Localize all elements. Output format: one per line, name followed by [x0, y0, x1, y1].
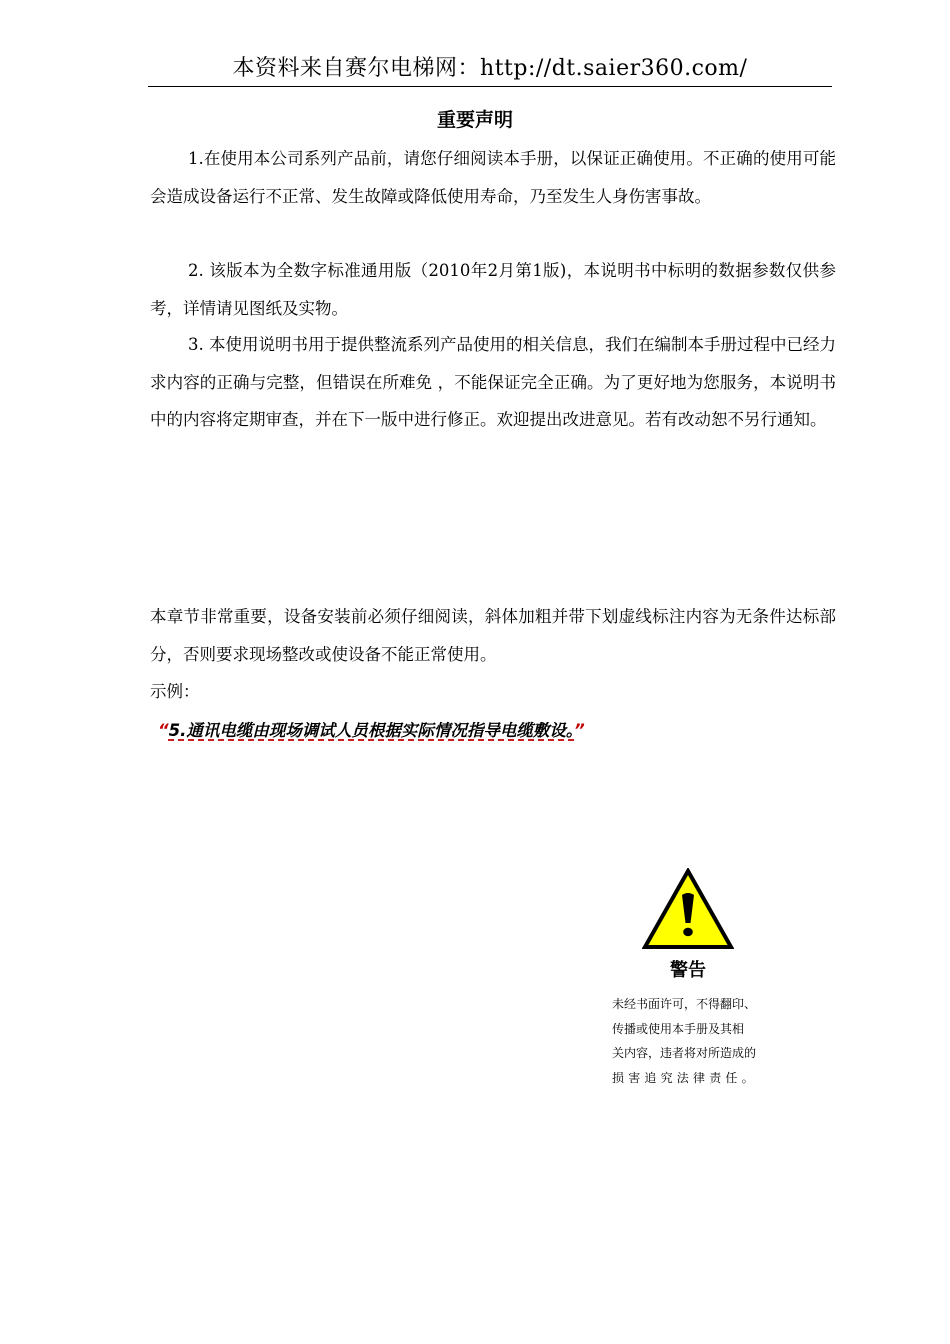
statement-paragraph-2: 2. 该版本为全数字标准通用版（2010年2月第1版)，本说明书中标明的数据参数仅供参考，详情请见图纸及实物。: [150, 261, 836, 318]
statement-paragraph-1: 1.在使用本公司系列产品前，请您仔细阅读本手册，以保证正确使用。不正确的使用可能会造成设备运行不正常、发生故障或降低使用寿命，乃至发生人身伤害事故。: [150, 149, 836, 206]
warning-line: 传播或使用本手册及其相: [612, 1021, 745, 1036]
warning-line: 未经书面许可，不得翻印、: [612, 997, 757, 1011]
source-header: [148, 52, 832, 87]
page-title: 重要声明: [436, 109, 513, 131]
warning-line: 损害追究法律责任。: [612, 1070, 758, 1085]
statement-paragraph-3: 3. 本使用说明书用于提供整流系列产品使用的相关信息，我们在编制本手册过程中已经力求内容的正确与完整，但错误在所难免 ，不能保证完全正确。为了更好地为您服务，本说明书中的内容将定期审查，并在下一版中进行修正。欢迎提出改进意见。若有改动恕不另行通知。: [150, 335, 836, 429]
warning-text: [612, 992, 788, 1090]
open-quote: “: [158, 721, 169, 740]
example-text: 5.通讯电缆由现场调试人员根据实际情况指导电缆敷设。: [168, 721, 575, 740]
warning-triangle-icon: [642, 868, 734, 950]
close-quote: ”: [574, 721, 585, 740]
warning-label: 警告: [670, 960, 706, 981]
example-label: 示例：: [150, 682, 200, 701]
warning-line: 关内容，违者将对所造成的: [612, 1046, 757, 1060]
example-statement: [158, 712, 818, 749]
source-text: 本资料来自赛尔电梯网：http://dt.saier360.com/: [232, 56, 748, 81]
importance-notice: 本章节非常重要，设备安装前必须仔细阅读，斜体加粗并带下划虚线标注内容为无条件达标部分，否则要求现场整改或使设备不能正常使用。: [150, 607, 836, 664]
